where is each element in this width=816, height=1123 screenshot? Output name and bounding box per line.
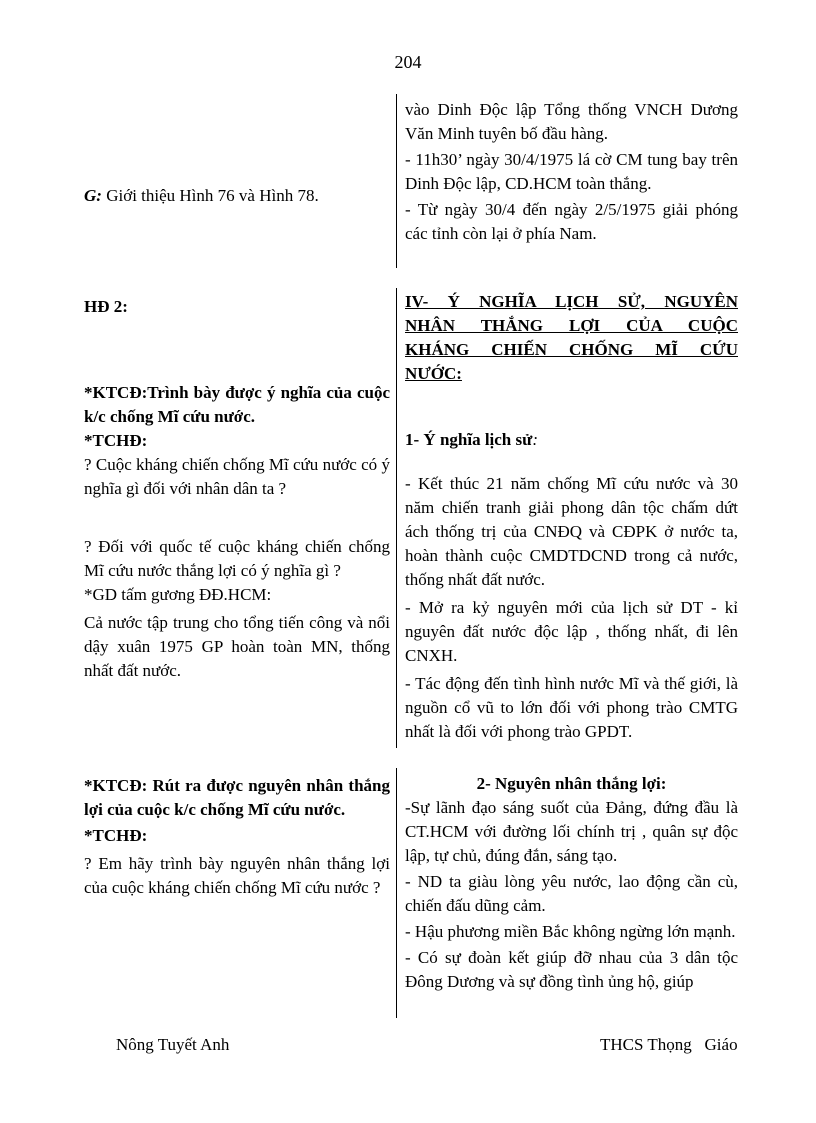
question-1: ? Cuộc kháng chiến chống Mĩ cứu nước có ý nghĩa gì đối với nhân dân ta ? (84, 455, 390, 498)
cause-2: - ND ta giàu lòng yêu nước, lao động cần cù, chiến đấu dũng cảm. (405, 872, 738, 915)
significance-3: - Tác động đến tình hình nước Mĩ và thế giới, là nguồn cổ vũ to lớn đối với phong trào CMTG nhất là đối với phong trào GPDT. (405, 674, 738, 741)
significance-1: - Kết thúc 21 năm chống Mĩ cứu nước và 30 năm chiến tranh giải phong dân tộc chấm dứt ách thống trị của CNĐQ và CĐPK ở nước ta, hoàn thành cuộc CMDTDCND trong cả nước, thống nhất đất nước. (405, 474, 738, 589)
section2-right (405, 290, 738, 744)
cause-4: - Có sự đoàn kết giúp đỡ nhau của 3 dân tộc Đông Dương và sự đồng tình ủng hộ, giúp (405, 948, 738, 991)
organize-label-2: *TCHĐ: (84, 826, 148, 845)
page-number: 204 (394, 52, 422, 72)
question-3: ? Em hãy trình bày nguyên nhân thắng lợi của cuộc kháng chiến chống Mĩ cứu nước ? (84, 854, 390, 897)
column-divider-3 (396, 768, 397, 1018)
footer-author: Nông Tuyết Anh (116, 1035, 230, 1054)
subheading-causes: 2- Nguyên nhân thắng lợi: (476, 774, 667, 793)
section-title-line-4: NƯỚC: (405, 364, 462, 383)
event-text-3: - Từ ngày 30/4 đến ngày 2/5/1975 giải phóng các tỉnh còn lại ở phía Nam. (405, 200, 738, 243)
section-title-line-3: KHÁNG CHIẾN CHỐNG MĨ CỨU (405, 340, 738, 359)
cause-3: - Hậu phương miền Bắc không ngừng lớn mạnh. (405, 922, 736, 941)
significance-2: - Mở ra kỷ nguyên mới của lịch sử DT - kỉ nguyên đất nước độc lập , thống nhất, đi lên CNXH. (405, 598, 738, 665)
section1-right (405, 98, 738, 246)
column-divider-2 (396, 288, 397, 748)
moral-education-label: *GD tấm gương ĐĐ.HCM: (84, 585, 272, 604)
section-title-line-1: IV- Ý NGHĨA LỊCH SỬ, NGUYÊN (405, 292, 738, 311)
objective-text: *KTCĐ:Trình bày được ý nghĩa của cuộc k/c chống Mĩ cứu nước. (84, 383, 390, 426)
moral-education-text: Cả nước tập trung cho tổng tiến công và nổi dậy xuân 1975 GP hoàn toàn MN, thống nhất đất nước. (84, 613, 390, 680)
event-text-2: - 11h30’ ngày 30/4/1975 lá cờ CM tung bay trên Dinh Độc lập, CD.HCM toàn thắng. (405, 150, 738, 193)
organize-label: *TCHĐ: (84, 431, 148, 450)
event-text-1: vào Dinh Độc lập Tổng thống VNCH Dương Văn Minh tuyên bố đầu hàng. (405, 100, 738, 143)
section2-left (84, 295, 390, 683)
activity-heading: HĐ 2: (84, 297, 128, 316)
section-title-line-2: NHÂN THẮNG LỢI CỦA CUỘC (405, 316, 738, 335)
column-divider-1 (396, 94, 397, 268)
objective-text-2: *KTCĐ: Rút ra được nguyên nhân thắng lợi của cuộc k/c chống Mĩ cứu nước. (84, 776, 390, 819)
section1-left (84, 184, 390, 208)
footer-school: THCS Thọng Giáo (600, 1035, 738, 1054)
intro-figures-text: Giới thiệu Hình 76 và Hình 78. (101, 186, 319, 205)
cause-1: -Sự lãnh đạo sáng suốt của Đảng, đứng đầu là CT.HCM với đường lối chính trị , quân sự độc lập, tự chủ, đúng đắn, sáng tạo. (405, 798, 738, 865)
section3-left (84, 774, 390, 900)
question-2: ? Đối với quốc tế cuộc kháng chiến chống Mĩ cứu nước thắng lợi có ý nghĩa gì ? (84, 537, 390, 580)
teacher-label: G: (84, 186, 102, 205)
subheading-significance: 1- Ý nghĩa lịch sử: (405, 430, 539, 449)
section3-right (405, 772, 738, 994)
